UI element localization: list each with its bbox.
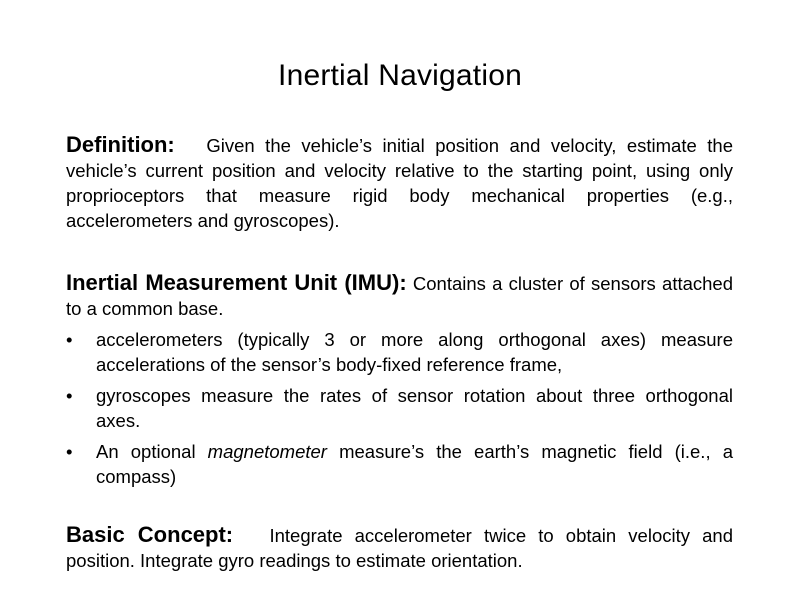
bullet-text-suffix: measure’s the earth’s magnetic field (i.e., a compass)	[96, 441, 733, 487]
list-item	[66, 439, 733, 489]
imu-paragraph	[66, 270, 733, 321]
definition-paragraph	[66, 132, 733, 233]
basic-concept-text: Integrate accelerometer twice to obtain velocity and position. Integrate gyro readings to estimate orientation.	[66, 525, 733, 571]
bullet-icon: •	[66, 385, 73, 406]
basic-concept-heading: Basic Concept:	[66, 522, 234, 547]
list-item	[66, 327, 733, 377]
basic-concept-paragraph	[66, 522, 733, 573]
definition-heading: Definition:	[66, 132, 175, 157]
bullet-icon: •	[66, 441, 73, 462]
bullet-text: accelerometers (typically 3 or more along orthogonal axes) measure accelerations of the sensor’s body-fixed reference frame,	[96, 329, 733, 375]
imu-bullet-list	[66, 327, 733, 495]
slide-title: Inertial Navigation	[278, 59, 522, 92]
definition-text: Given the vehicle’s initial position and velocity, estimate the vehicle’s current position and velocity relative to the starting point, using only proprioceptors that measure rigid body mechanical properties (e.g., accelerometers and gyroscopes).	[66, 135, 734, 231]
bullet-text-emphasis: magnetometer	[207, 441, 327, 462]
imu-heading: Inertial Measurement Unit (IMU):	[66, 270, 407, 295]
bullet-icon: •	[66, 329, 73, 350]
list-item	[66, 383, 733, 433]
bullet-text: gyroscopes measure the rates of sensor rotation about three orthogonal axes.	[96, 385, 733, 431]
bullet-text-prefix: An optional	[96, 441, 208, 462]
imu-text: Contains a cluster of sensors attached to a common base.	[66, 273, 733, 319]
